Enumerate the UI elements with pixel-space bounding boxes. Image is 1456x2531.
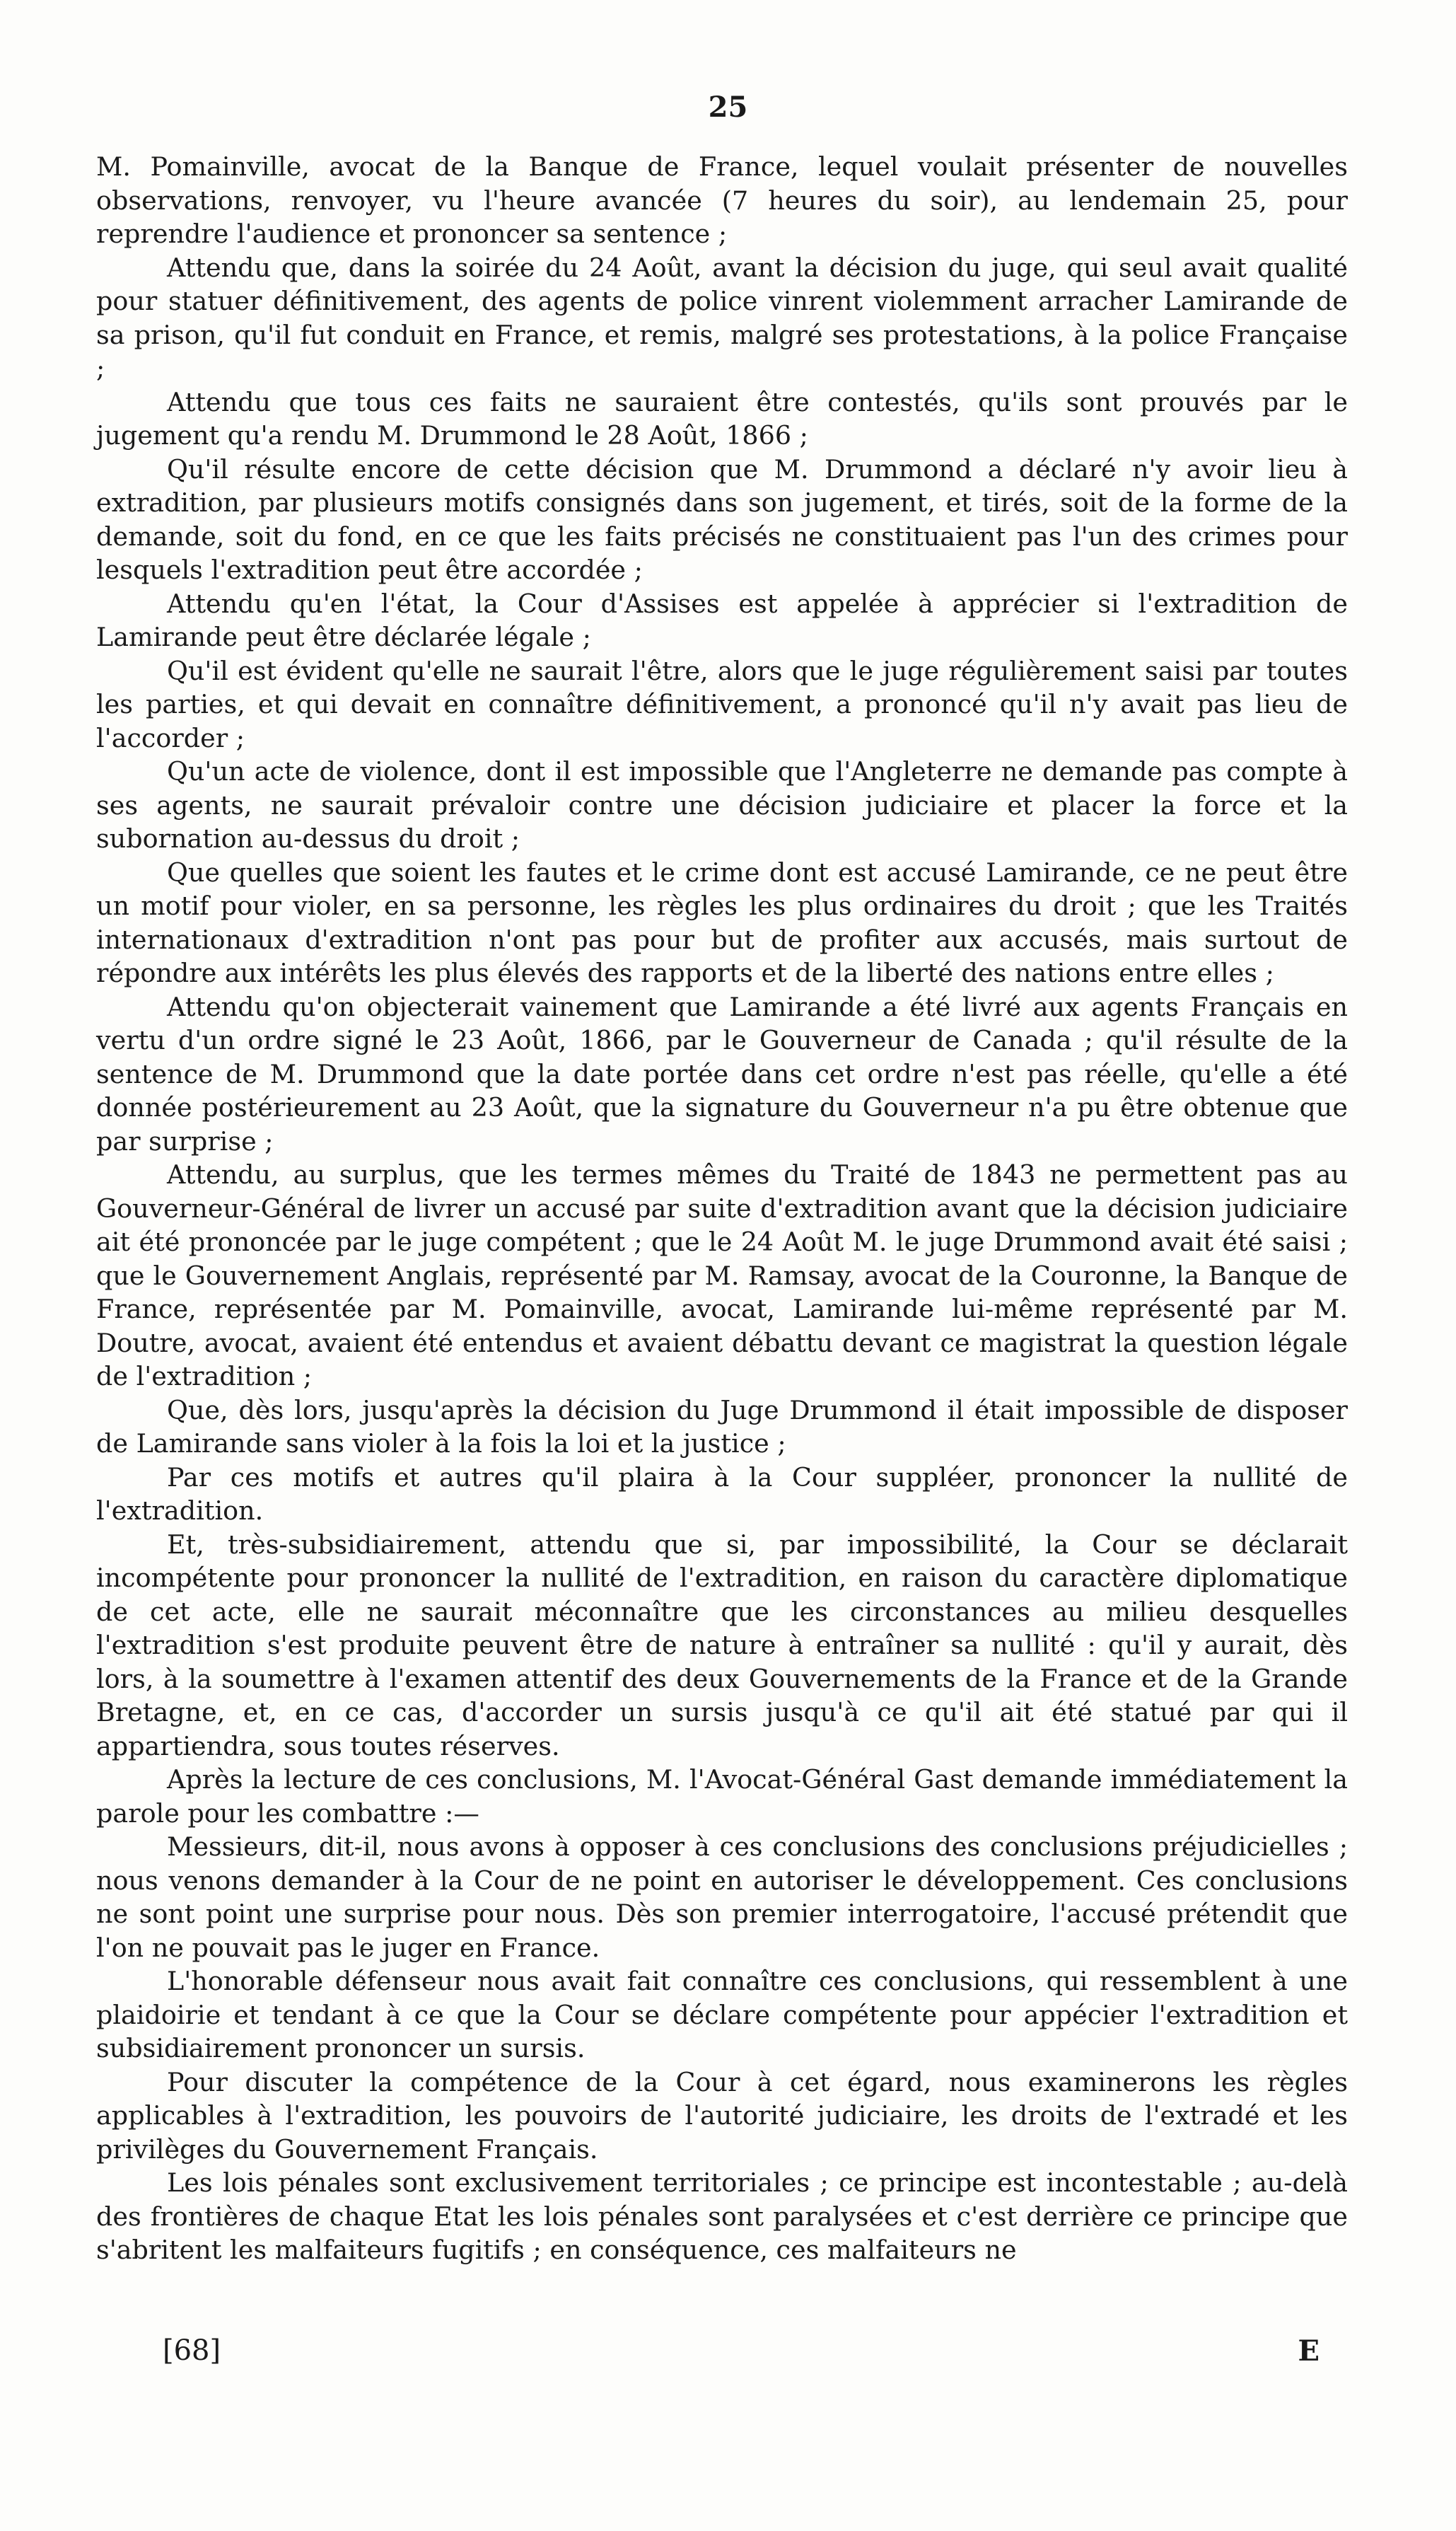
paragraph: Que quelles que soient les fautes et le crime dont est accusé Lamirande, ce ne peut être un motif pour violer, en sa personne, les règles les plus ordinaires du droit ; que les Traités internationaux d'extradition n'ont pas pour but de profiter aux accusés, mais surtout de répondre aux intérêts les plus élevés des rapports et de la liberté des nations entre elles ;: [96, 857, 1348, 988]
body-text: [96, 150, 1348, 2267]
paragraph: Attendu, au surplus, que les termes mêmes du Traité de 1843 ne permettent pas au Gouverneur-Général de livrer un accusé par suite d'extradition avant que la décision judiciaire ait été prononcée par le juge compétent ; que le 24 Août M. le juge Drummond avait été saisi ; que le Gouvernement Anglais, représenté par M. Ramsay, avocat de la Couronne, la Banque de France, représentée par M. Pomainville, avocat, Lamirande lui-même représenté par M. Doutre, avocat, avaient été entendus et avaient débattu devant ce magistrat la question légale de l'extradition ;: [96, 1159, 1348, 1391]
paragraph: Attendu que, dans la soirée du 24 Août, avant la décision du juge, qui seul avait qualité pour statuer définitivement, des agents de police vinrent violemment arracher Lamirande de sa prison, qu'il fut conduit en France, et remis, malgré ses protestations, à la police Française ;: [96, 252, 1348, 383]
paragraph: Pour discuter la compétence de la Cour à cet égard, nous examinerons les règles applicables à l'extradition, les pouvoirs de l'autorité judiciaire, les droits de l'extradé et les privilèges du Gouvernement Français.: [96, 2066, 1348, 2165]
paragraph: Par ces motifs et autres qu'il plaira à la Cour suppléer, prononcer la nullité de l'extradition.: [96, 1461, 1348, 1526]
paragraph: Que, dès lors, jusqu'après la décision du Juge Drummond il était impossible de disposer de Lamirande sans violer à la fois la loi et la justice ;: [96, 1394, 1348, 1459]
paragraph: Messieurs, dit-il, nous avons à opposer à ces conclusions des conclusions préjudicielles ; nous venons demander à la Cour de ne point en autoriser le développement. Ces conclusions ne sont point une surprise pour nous. Dès son premier interrogatoire, l'accusé prétendit que l'on ne pouvait pas le juger en France.: [96, 1831, 1348, 1963]
page-number: 25: [708, 91, 748, 124]
signature-mark: [68]: [163, 2334, 221, 2367]
paragraph: Après la lecture de ces conclusions, M. l'Avocat-Général Gast demande immédiatement la parole pour les combattre :—: [96, 1764, 1348, 1829]
gathering-letter: E: [1298, 2334, 1320, 2368]
paragraph: Les lois pénales sont exclusivement territoriales ; ce principe est incontestable ; au-delà des frontières de chaque Etat les lois pénales sont paralysées et c'est derrière ce principe que s'abritent les malfaiteurs fugitifs ; en conséquence, ces malfaiteurs ne: [96, 2167, 1348, 2265]
paragraph: Attendu que tous ces faits ne sauraient être contestés, qu'ils sont prouvés par le jugement qu'a rendu M. Drummond le 28 Août, 1866 ;: [96, 386, 1348, 451]
paragraph: Qu'il résulte encore de cette décision que M. Drummond a déclaré n'y avoir lieu à extradition, par plusieurs motifs consignés dans son jugement, et tirés, soit de la forme de la demande, soit du fond, en ce que les faits précisés ne constituaient pas l'un des crimes pour lesquels l'extradition peut être accordée ;: [96, 453, 1348, 585]
paragraph: Attendu qu'en l'état, la Cour d'Assises est appelée à apprécier si l'extradition de Lamirande peut être déclarée légale ;: [96, 588, 1348, 652]
paragraph: Et, très-subsidiairement, attendu que si, par impossibilité, la Cour se déclarait incompétente pour prononcer la nullité de l'extradition, en raison du caractère diplomatique de cet acte, elle ne saurait méconnaître que les circonstances au milieu desquelles l'extradition s'est produite peuvent être de nature à entraîner sa nullité : qu'il y aurait, dès lors, à la soumettre à l'examen attentif des deux Gouvernements de la France et de la Grande Bretagne, et, en ce cas, d'accorder un sursis jusqu'à ce qu'il ait été statué par qui il appartiendra, sous toutes réserves.: [96, 1529, 1348, 1761]
paragraph: M. Pomainville, avocat de la Banque de France, lequel voulait présenter de nouvelles observations, renvoyer, vu l'heure avancée (7 heures du soir), au lendemain 25, pour reprendre l'audience et prononcer sa sentence ;: [96, 151, 1348, 249]
paragraph: Attendu qu'on objecterait vainement que Lamirande a été livré aux agents Français en vertu d'un ordre signé le 23 Août, 1866, par le Gouverneur de Canada ; qu'il résulte de la sentence de M. Drummond que la date portée dans cet ordre n'est pas réelle, qu'elle a été donnée postérieurement au 23 Août, que la signature du Gouverneur n'a pu être obtenue que par surprise ;: [96, 991, 1348, 1157]
page-footer: [96, 2334, 1348, 2370]
paragraph: L'honorable défenseur nous avait fait connaître ces conclusions, qui ressemblent à une plaidoirie et tendant à ce que la Cour se déclare compétente pour appécier l'extradition et subsidiairement prononcer un sursis.: [96, 1966, 1348, 2063]
paragraph: Qu'un acte de violence, dont il est impossible que l'Angleterre ne demande pas compte à ses agents, ne saurait prévaloir contre une décision judiciaire et placer la force et la subornation au-dessus du droit ;: [96, 756, 1348, 854]
paragraph: Qu'il est évident qu'elle ne saurait l'être, alors que le juge régulièrement saisi par toutes les parties, et qui devait en connaître définitivement, a prononcé qu'il n'y avait pas lieu de l'accorder ;: [96, 655, 1348, 753]
